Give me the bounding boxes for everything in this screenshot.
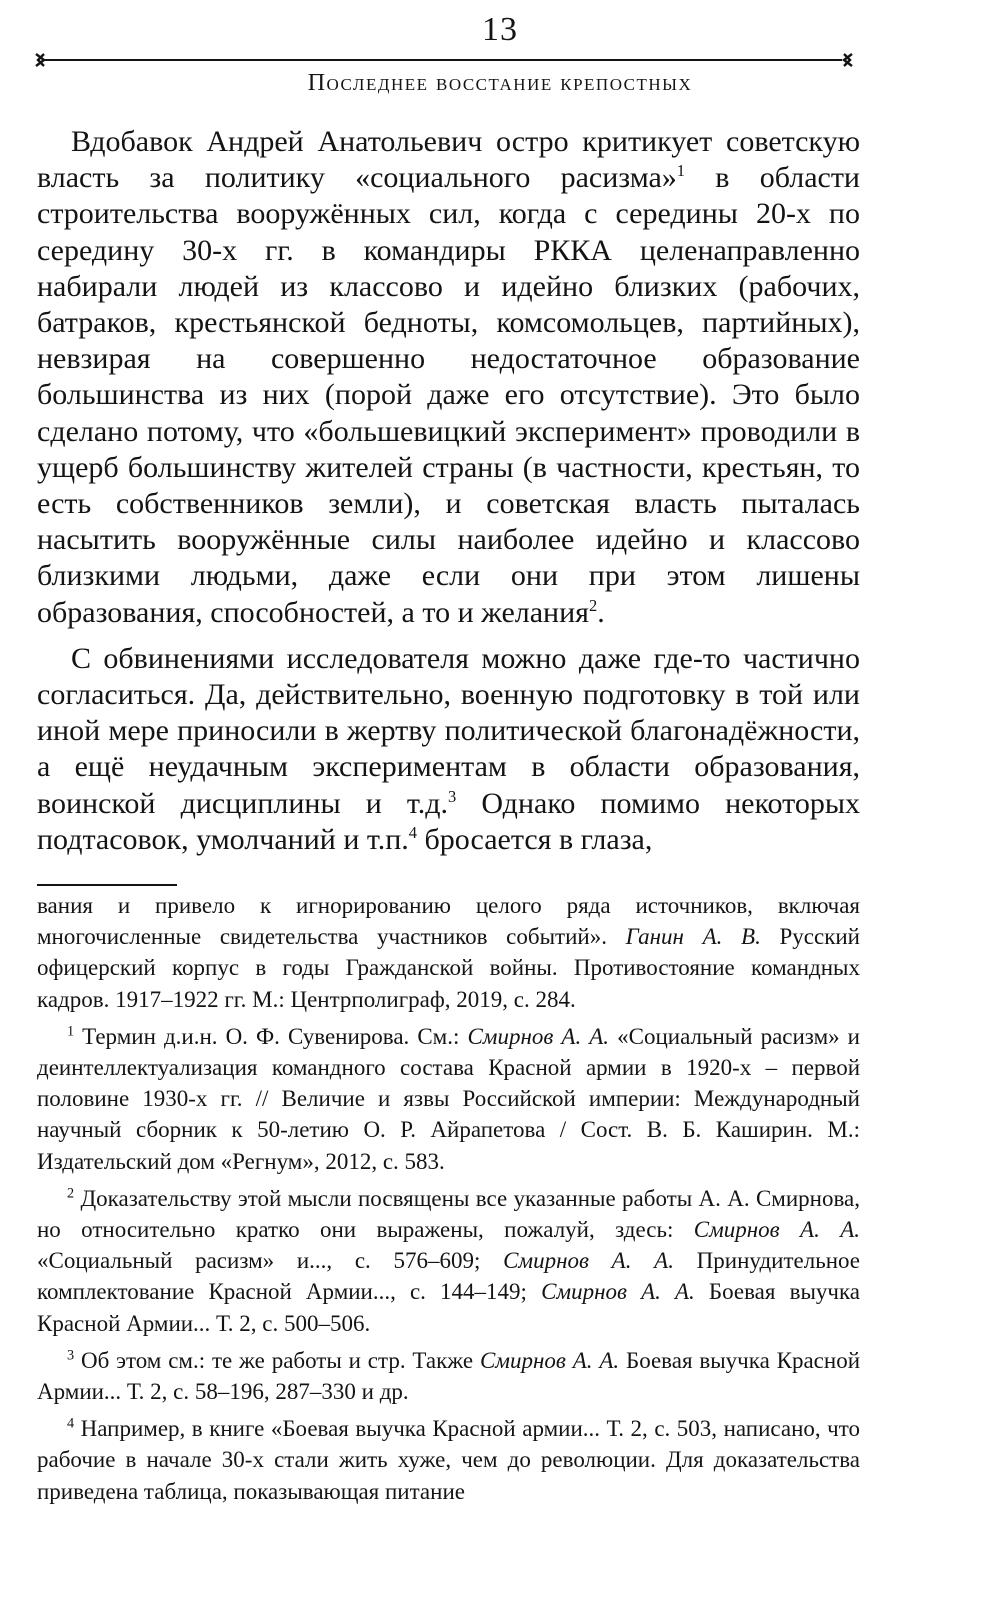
right-ornament-icon <box>844 54 852 66</box>
footnotes <box>37 890 860 1507</box>
footnote-number: 2 <box>67 1185 75 1202</box>
footnote-number: 4 <box>67 1415 75 1432</box>
footnote-ref: 2 <box>588 595 598 615</box>
footnote-4: $^4$ Например, в книге «Боевая выучка Красной армии... Т. 2, с. 503, написано, что рабочие в начале 30-х стали жить хуже, чем до революции. Для доказательства приведена таблица, показывающая питание <box>37 1415 860 1504</box>
footnote-ref: 3 <box>448 786 457 806</box>
footnote-continuation: вания и привело к игнорированию целого ряда источников, включая многочисленные свидетельства участников событий». Ганин А. В. Русский офицерский корпус в годы Гражданской войны. Противостояние командных кадров. 1917–1922 гг. М.: Центрполиграф, 2019, с. 284. <box>37 893 860 1012</box>
footnote-number: 1 <box>67 1023 75 1040</box>
footnote-2: $^2$ Доказательству этой мысли посвящены все указанные работы А. А. Смирнова, но относительно кратко они выражены, пожалуй, здесь: Смирнов А. А. «Социальный расизм» и..., с. 576–609; Смирнов А. А. Принудительное комплектование Красной Армии..., с. 144–149; Смирнов А. А. Боевая выучка Красной Армии... Т. 2, с. 500–506. <box>37 1185 860 1336</box>
footnote-1: $^1$ Термин д.и.н. О. Ф. Сувенирова. См.: Смирнов А. А. «Социальный расизм» и деинтеллектуализация командного состава Красной армии в 1920-х – первой половине 1930-х гг. // Величие и язвы Российской империи: Международный научный сборник к 50-летию О. Р. Айрапетова / Сост. В. Б. Каширин. М.: Издательский дом «Регнум», 2012, с. 583. <box>37 1023 860 1174</box>
footnote-ref: 4 <box>408 822 418 842</box>
left-ornament-icon <box>36 54 44 66</box>
paragraph: С обвинениями исследователя можно даже где-то частично согласиться. Да, действительно, военную подготовку в той или иной мере приносили в жертву политической благонадёжности, а ещё неудачным экспериментам в области образования, воинской дисциплины и т.д.$^3$ Однако помимо некоторых подтасовок, умолчаний и т.п.$^4$ бросается в глаза, <box>37 641 860 856</box>
footnote-3: $^3$ Об этом см.: те же работы и стр. Также Смирнов А. А. Боевая выучка Красной Армии... Т. 2, с. 58–196, 287–330 и др. <box>37 1347 860 1405</box>
footnote-ref: 1 <box>676 161 686 181</box>
footnote-number: 3 <box>67 1347 75 1364</box>
page-number: 13 <box>482 11 518 48</box>
main-text <box>37 124 860 858</box>
footnote-divider <box>37 884 177 886</box>
running-title: Последнее восстание крепостных <box>307 70 693 96</box>
paragraph: Вдобавок Андрей Анатольевич остро критикует советскую власть за политику «социального расизма»$^1$ в области строительства вооружённых сил, когда с середины 20-х по середину 30-х гг. в командиры РККА целенаправленно набирали людей из классово и идейно близких (рабочих, батраков, крестьянской бедноты, комсомольцев, партийных), невзирая на совершенно недостаточное образование большинства из них (порой даже его отсутствие). Это было сделано потому, что «большевицкий эксперимент» проводили в ущерб большинству жителей страны (в частности, крестьян, то есть собственников земли), и советская власть пыталась насытить вооружённые силы наиболее идейно и классово близкими людьми, даже если они при этом лишены образования, способностей, а то и желания$^2$. <box>37 125 860 629</box>
